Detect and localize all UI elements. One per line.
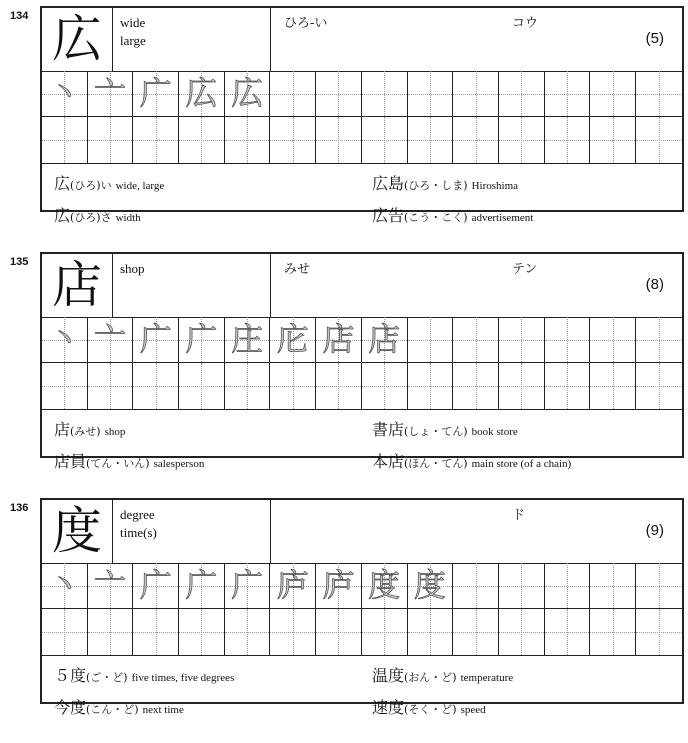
vocab-reading: (そく・ど) — [404, 703, 457, 716]
vocab-meaning: Hiroshima — [471, 180, 519, 192]
practice-cell[interactable] — [133, 71, 179, 116]
practice-cell[interactable] — [499, 363, 545, 409]
stroke-order-row — [42, 563, 682, 609]
practice-cell[interactable] — [453, 317, 499, 362]
practice-cell[interactable] — [270, 117, 316, 163]
practice-cell[interactable] — [42, 609, 88, 655]
practice-cell[interactable] — [42, 563, 88, 608]
vocab-entry — [372, 417, 518, 440]
practice-cell[interactable] — [590, 609, 636, 655]
vocab-word: 広島 — [372, 174, 405, 193]
practice-cell[interactable] — [453, 609, 499, 655]
practice-cell[interactable] — [133, 117, 179, 163]
practice-cell[interactable] — [636, 117, 682, 163]
vocab-word: 店員 — [54, 452, 87, 471]
vocab-meaning: shop — [104, 426, 126, 438]
meaning-text: shop — [120, 261, 145, 276]
practice-cell[interactable] — [636, 363, 682, 409]
entry-header — [42, 8, 682, 72]
vocab-entry — [372, 663, 513, 686]
stroke-order-glyph: 丶 — [48, 320, 81, 358]
stroke-order-glyph: 广 — [231, 566, 264, 604]
practice-cell[interactable] — [42, 117, 88, 163]
vocab-word: 今度 — [54, 698, 87, 717]
practice-cell[interactable] — [88, 317, 134, 362]
practice-cell[interactable] — [179, 71, 225, 116]
stroke-order-glyph: 广 — [139, 74, 172, 112]
stroke-order-glyph: 店 — [322, 320, 355, 358]
vocab-meaning: advertisement — [471, 212, 534, 224]
stroke-order-glyph: 度 — [413, 566, 446, 604]
stroke-order-glyph: 度 — [368, 566, 401, 604]
vocab-entry — [54, 203, 141, 226]
vocab-entry — [54, 449, 204, 472]
practice-cell[interactable] — [179, 317, 225, 362]
stroke-order-glyph: 庐 — [276, 566, 309, 604]
vocab-word: 本店 — [372, 452, 405, 471]
practice-cell[interactable] — [545, 363, 591, 409]
practice-cell[interactable] — [362, 609, 408, 655]
meaning-text: time(s) — [120, 525, 157, 540]
practice-cell[interactable] — [362, 563, 408, 608]
practice-cell[interactable] — [453, 563, 499, 608]
stroke-count: (8) — [645, 276, 664, 293]
stroke-order-glyph: 广 — [185, 320, 218, 358]
kanji-entry — [10, 6, 684, 225]
practice-cell[interactable] — [225, 609, 271, 655]
practice-cell[interactable] — [453, 71, 499, 116]
stroke-count: (9) — [645, 522, 664, 539]
vocab-entry — [54, 695, 184, 718]
practice-cell[interactable] — [499, 117, 545, 163]
practice-cell[interactable] — [270, 609, 316, 655]
vocab-entry — [372, 695, 486, 718]
practice-cell[interactable] — [316, 609, 362, 655]
stroke-order-row — [42, 71, 682, 117]
practice-cell[interactable] — [499, 71, 545, 116]
stroke-order-glyph: 亠 — [94, 74, 127, 112]
vocab-word: 広 — [54, 206, 71, 225]
vocab-entry — [54, 663, 234, 686]
stroke-order-glyph: 店 — [368, 320, 401, 358]
stroke-order-glyph: 广 — [139, 566, 172, 604]
kanji-entry — [10, 498, 684, 717]
practice-cell[interactable] — [362, 363, 408, 409]
practice-cell[interactable] — [545, 317, 591, 362]
stroke-order-glyph: 庐 — [322, 566, 355, 604]
vocabulary-section — [42, 411, 682, 471]
practice-cell[interactable] — [88, 117, 134, 163]
practice-cell[interactable] — [590, 71, 636, 116]
vocab-meaning: main store (of a chain) — [471, 458, 572, 470]
vocab-reading: (てん・いん) — [86, 457, 150, 470]
practice-cell[interactable] — [590, 317, 636, 362]
practice-cell[interactable] — [545, 563, 591, 608]
on-reading: ド — [512, 508, 526, 523]
practice-cell[interactable] — [499, 563, 545, 608]
practice-cell[interactable] — [88, 71, 134, 116]
practice-cell[interactable] — [408, 363, 454, 409]
vocab-reading: (こん・ど) — [86, 703, 139, 716]
meaning-text: large — [120, 33, 146, 48]
practice-cell[interactable] — [133, 363, 179, 409]
practice-cell[interactable] — [225, 117, 271, 163]
practice-cell[interactable] — [179, 363, 225, 409]
model-kanji: 店 — [42, 254, 113, 317]
practice-cell[interactable] — [636, 563, 682, 608]
practice-cell[interactable] — [545, 117, 591, 163]
vocab-entry — [54, 171, 164, 194]
kun-reading: みせ — [284, 262, 311, 277]
practice-grid — [42, 71, 682, 164]
vocab-reading: (こう・こく) — [404, 211, 468, 224]
practice-cell[interactable] — [88, 563, 134, 608]
vocabulary-section — [42, 657, 682, 717]
vocab-reading: (ひろ)さ — [70, 211, 112, 224]
vocab-meaning: five times, five degrees — [131, 672, 235, 684]
practice-cell[interactable] — [545, 71, 591, 116]
vocab-meaning: wide, large — [115, 180, 165, 192]
entry-header — [42, 500, 682, 564]
divider — [270, 254, 271, 317]
practice-cell[interactable] — [225, 71, 271, 116]
practice-cell[interactable] — [316, 317, 362, 362]
vocab-reading: (しょ・てん) — [404, 425, 468, 438]
entry-header — [42, 254, 682, 318]
practice-cell[interactable] — [316, 363, 362, 409]
practice-row — [42, 363, 682, 409]
vocab-word: 速度 — [372, 698, 405, 717]
vocab-word: 温度 — [372, 666, 405, 685]
practice-cell[interactable] — [42, 363, 88, 409]
practice-cell[interactable] — [270, 317, 316, 362]
practice-cell[interactable] — [88, 363, 134, 409]
vocab-word: ５度 — [54, 666, 87, 685]
kanji-entry — [10, 252, 684, 471]
kun-reading: ひろ-い — [284, 16, 328, 31]
model-kanji: 広 — [42, 8, 113, 71]
vocab-word: 広告 — [372, 206, 405, 225]
divider — [270, 500, 271, 563]
practice-cell[interactable] — [590, 363, 636, 409]
practice-cell[interactable] — [453, 117, 499, 163]
practice-cell[interactable] — [133, 563, 179, 608]
practice-cell[interactable] — [225, 317, 271, 362]
practice-row — [42, 609, 682, 655]
vocab-entry — [372, 203, 533, 226]
practice-cell[interactable] — [316, 117, 362, 163]
practice-cell[interactable] — [499, 609, 545, 655]
practice-cell[interactable] — [270, 563, 316, 608]
practice-row — [42, 117, 682, 163]
vocab-meaning: width — [115, 212, 141, 224]
stroke-order-glyph: 广 — [185, 566, 218, 604]
practice-cell[interactable] — [453, 363, 499, 409]
vocab-meaning: salesperson — [153, 458, 205, 470]
vocab-reading: (おん・ど) — [404, 671, 457, 684]
practice-cell[interactable] — [408, 563, 454, 608]
vocab-meaning: speed — [460, 704, 486, 716]
practice-cell[interactable] — [270, 363, 316, 409]
vocab-reading: (ひろ)い — [70, 179, 112, 192]
practice-cell[interactable] — [408, 117, 454, 163]
practice-grid — [42, 317, 682, 410]
practice-cell[interactable] — [636, 609, 682, 655]
practice-cell[interactable] — [270, 71, 316, 116]
entry-number: 134 — [10, 10, 29, 22]
meaning-list — [120, 506, 270, 542]
practice-cell[interactable] — [408, 317, 454, 362]
stroke-order-row — [42, 317, 682, 363]
vocab-word: 店 — [54, 420, 71, 439]
vocab-meaning: next time — [142, 704, 184, 716]
vocab-word: 広 — [54, 174, 71, 193]
practice-cell[interactable] — [133, 317, 179, 362]
practice-cell[interactable] — [590, 563, 636, 608]
practice-cell[interactable] — [408, 609, 454, 655]
vocab-entry — [372, 449, 571, 472]
practice-cell[interactable] — [316, 563, 362, 608]
vocab-entry — [54, 417, 125, 440]
practice-cell[interactable] — [316, 71, 362, 116]
practice-cell[interactable] — [179, 563, 225, 608]
practice-cell[interactable] — [225, 363, 271, 409]
vocab-word: 書店 — [372, 420, 405, 439]
divider — [270, 8, 271, 71]
practice-cell[interactable] — [636, 71, 682, 116]
stroke-order-glyph: 亠 — [94, 566, 127, 604]
stroke-order-glyph: 広 — [185, 74, 218, 112]
practice-cell[interactable] — [362, 117, 408, 163]
practice-cell[interactable] — [545, 609, 591, 655]
stroke-order-glyph: 丶 — [48, 566, 81, 604]
entry-number: 135 — [10, 256, 29, 268]
practice-cell[interactable] — [179, 609, 225, 655]
practice-cell[interactable] — [499, 317, 545, 362]
practice-cell[interactable] — [179, 117, 225, 163]
stroke-count: (5) — [645, 30, 664, 47]
stroke-order-glyph: 广 — [139, 320, 172, 358]
stroke-order-glyph: 庀 — [276, 320, 309, 358]
vocab-meaning: temperature — [460, 672, 514, 684]
model-kanji: 度 — [42, 500, 113, 563]
vocab-reading: (ご・ど) — [86, 671, 128, 684]
practice-cell[interactable] — [590, 117, 636, 163]
vocab-reading: (ひろ・しま) — [404, 179, 468, 192]
practice-cell[interactable] — [133, 609, 179, 655]
on-reading: コウ — [512, 16, 539, 31]
practice-cell[interactable] — [42, 71, 88, 116]
meaning-list — [120, 260, 270, 278]
practice-cell[interactable] — [362, 317, 408, 362]
meaning-list — [120, 14, 270, 50]
entry-number: 136 — [10, 502, 29, 514]
vocabulary-section — [42, 165, 682, 225]
vocab-meaning: book store — [471, 426, 518, 438]
practice-cell[interactable] — [408, 71, 454, 116]
practice-grid — [42, 563, 682, 656]
vocab-reading: (ほん・てん) — [404, 457, 468, 470]
practice-cell[interactable] — [636, 317, 682, 362]
on-reading: テン — [512, 262, 538, 277]
stroke-order-glyph: 庄 — [231, 320, 264, 358]
meaning-text: wide — [120, 15, 146, 30]
stroke-order-glyph: 亠 — [94, 320, 127, 358]
practice-cell[interactable] — [42, 317, 88, 362]
vocab-entry — [372, 171, 518, 194]
practice-cell[interactable] — [225, 563, 271, 608]
practice-cell[interactable] — [88, 609, 134, 655]
stroke-order-glyph: 広 — [231, 74, 264, 112]
vocab-reading: (みせ) — [70, 425, 101, 438]
practice-cell[interactable] — [362, 71, 408, 116]
meaning-text: degree — [120, 507, 155, 522]
stroke-order-glyph: 丶 — [48, 74, 81, 112]
